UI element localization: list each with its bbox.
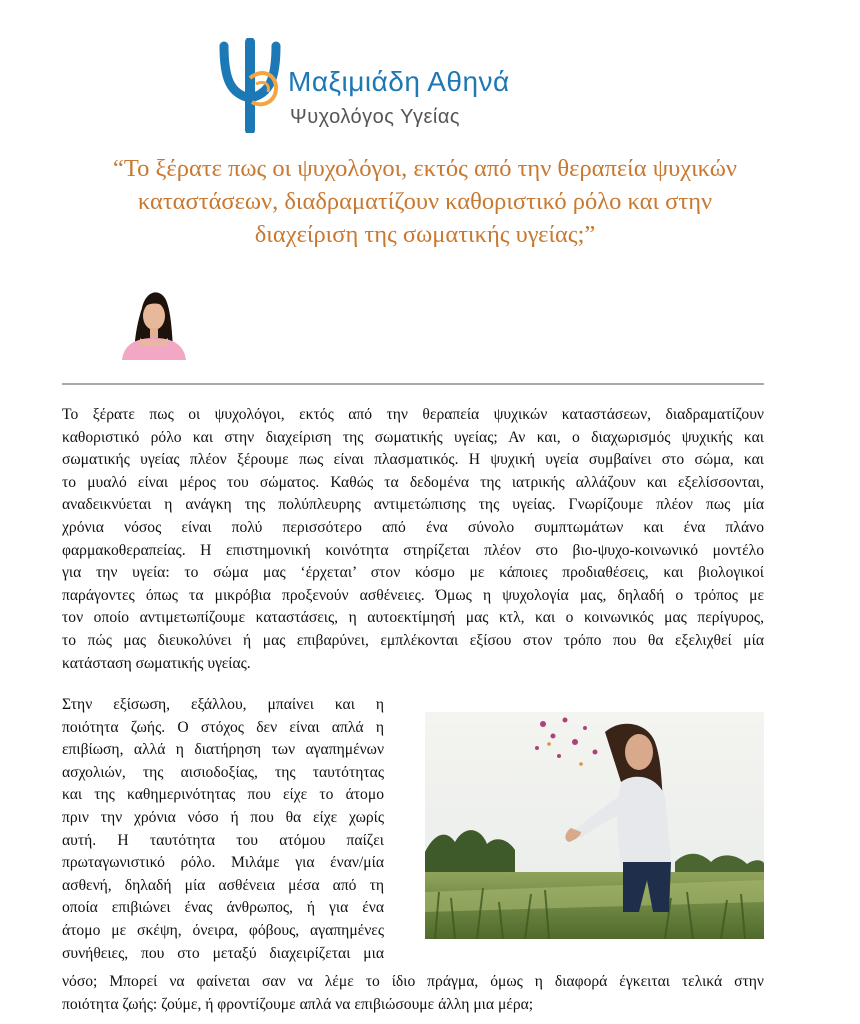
- text-line: ποιότητα ζωής: ζούμε, ή φροντίζουμε απλά να επιβιώσουμε άλλη μια μέρα;: [62, 995, 534, 1013]
- text-line: φαρμακοθεραπείας. Η επιστημονική κοινότητα στηρίζεται πλέον στο βιο-ψυχο-κοινωνικό μοντέλο: [62, 541, 764, 559]
- text-line: ασχολιών, της αισιοδοξίας, της ταυτότητας: [62, 763, 384, 781]
- text-line: πριν την χρόνια νόσο ή που θα είχε χωρίς: [62, 808, 384, 826]
- text-line: άτομο με σκέψη, όνειρα, φόβους, αγαπημένες: [62, 921, 384, 939]
- text-line: επιβίωση, αλλά η διατήρηση των αγαπημένων: [62, 741, 384, 759]
- logo-name: Μαξιμιάδη Αθηνά: [288, 66, 510, 97]
- text-line: σωματικής υγείας πλέον ξέρουμε πως είναι πλασματικός. Η ψυχική υγεία συμβαίνει στο σώμα, και: [62, 451, 764, 469]
- text-line: νόσο; Μπορεί να φαίνεται σαν να λέμε το ίδιο πράγμα, όμως η διαφορά έγκειται τελικά στην: [62, 973, 764, 990]
- psi-icon: [216, 38, 286, 133]
- text-line: καθοριστικό ρόλο και στην διαχείριση της σωματικής υγείας; Αν και, ο διαχωρισμός ψυχικής και: [62, 428, 764, 446]
- column-paragraph: [62, 694, 384, 965]
- logo-subtitle: Ψυχολόγος Υγείας: [290, 106, 461, 128]
- quote-line: καταστάσεων, διαδραματίζουν καθοριστικό ρόλο και στην: [137, 188, 713, 215]
- text-line: για την υγεία: το σώμα μας ‘έρχεται’ στον κόσμο με κάποιες προδιαθέσεις, και βιολογικοί: [62, 564, 764, 582]
- text-line: παράγοντες όπως τα μικρόβια προξενούν ασθένειες. Όμως η ψυχολογία μας, δηλαδή ο τρόπος με: [62, 586, 764, 604]
- text-line: πρωταγωνιστικό ρόλο. Μιλάμε για έναν/μία: [62, 854, 384, 872]
- portrait-image: [114, 280, 192, 360]
- text-line: Στην εξίσωση, εξάλλου, μπαίνει και η: [62, 696, 384, 713]
- quote-line: “Το ξέρατε πως οι ψυχολόγοι, εκτός από την θεραπεία ψυχικών: [112, 155, 737, 182]
- quote-heading: [40, 152, 810, 251]
- quote-line: διαχείριση της σωματικής υγείας;”: [254, 221, 596, 248]
- text-line: χρόνια νόσος είναι πολύ περισσότερο από ένα σύνολο συμπτωμάτων και ένα πλάνο: [62, 518, 764, 536]
- girl-in-field-image: [425, 712, 764, 939]
- field-photo: [425, 712, 764, 939]
- text-line: οποία επιβιώνει ένας άνθρωπος, ή για ένα: [62, 899, 384, 917]
- text-line: ασθενή, δηλαδή μία ασθένεια μέσα από τη: [62, 876, 384, 894]
- author-portrait: [114, 280, 192, 360]
- text-line: τον οποίο αντιμετωπίζουμε καταστάσεις, η αυτοεκτίμησή μας κτλ, και ο κοινωνικός μας περίγυρος,: [62, 609, 764, 627]
- logo: [216, 38, 556, 138]
- intro-paragraph: [62, 404, 764, 675]
- text-line: ποιότητα ζωής. Ο στόχος δεν είναι απλά η: [62, 718, 384, 736]
- text-line: Το ξέρατε πως οι ψυχολόγοι, εκτός από την θεραπεία ψυχικών καταστάσεων, διαδραματίζουν: [62, 406, 764, 423]
- tail-paragraph: [62, 971, 764, 1016]
- divider: [62, 383, 764, 385]
- text-line: το πώς μας διευκολύνει ή μας επιβαρύνει, εμπλέκονται εξίσου στον τρόπο που θα εξελιχθεί μία: [62, 631, 764, 649]
- text-line: αναδεικνύεται η ανάγκη της πολύπλευρης αντιμετώπισης της υγείας. Γνωρίζουμε πλέον πως μία: [62, 496, 764, 514]
- text-line: συνήθειες, που στο μεταξύ διαχειρίζεται μια: [62, 944, 384, 962]
- text-line: κατάσταση σωματικής υγείας.: [62, 654, 251, 672]
- text-line: το μυαλό είναι μέρος του σώματος. Καθώς τα δεδομένα της ιατρικής αλλάζουν και εξελίσσονται,: [62, 473, 764, 491]
- text-line: και της καθημερινότητας που είχε το άτομο: [62, 786, 384, 804]
- text-line: αυτή. Η ταυτότητα του ατόμου παίζει: [62, 831, 384, 849]
